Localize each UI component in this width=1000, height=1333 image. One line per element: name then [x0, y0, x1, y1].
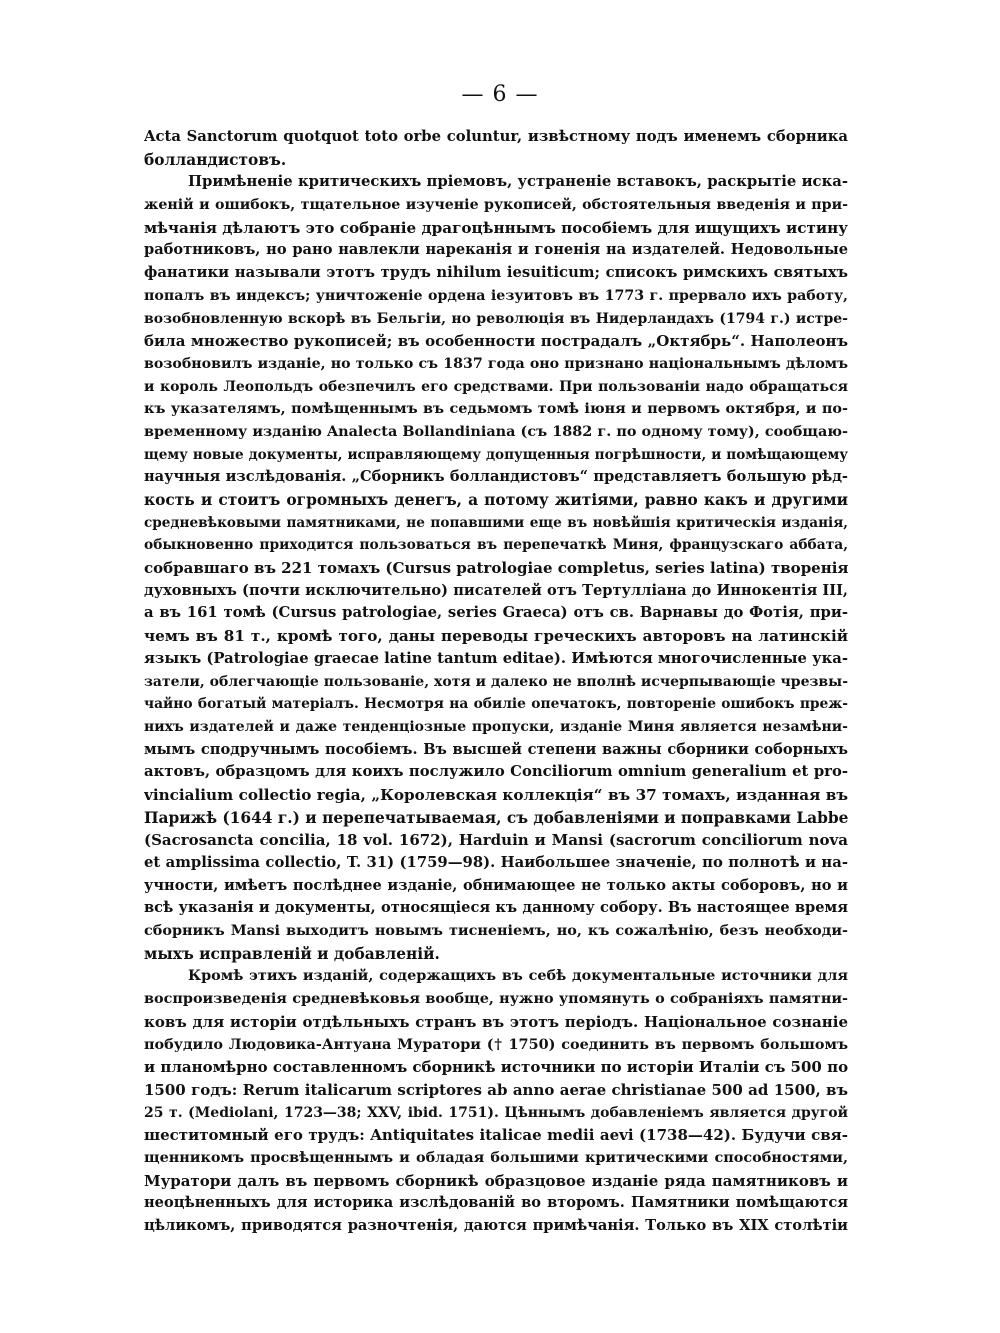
text-line: Кромѣ этихъ изданій, содержащихъ въ себѣ документальные источники для	[188, 967, 848, 985]
text-line: затели, облегчающіе пользованіе, хотя и далеко не вполнѣ исчерпывающіе чрезвы-	[144, 673, 848, 690]
text-line: работниковъ, но рано навлекли нареканія и гоненія на издателей. Недовольные	[144, 241, 848, 259]
text-line: воспроизведенія средневѣковья вообще, нужно упомянуть о собраніяхъ памятни-	[144, 990, 848, 1008]
text-line: Муратори далъ въ первомъ сборникѣ образцовое изданіе ряда памятниковъ и	[144, 1171, 848, 1190]
text-line: ковъ для исторіи отдѣльныхъ странъ въ этотъ періодъ. Національное сознаніе	[144, 1012, 848, 1031]
page-number: — 6 —	[461, 82, 539, 107]
text-line: et amplissima collectio, T. 31) (1759—98). Наибольшее значеніе, по полнотѣ и на-	[144, 854, 848, 871]
text-line: (Sacrosancta concilia, 18 vol. 1672), Harduin и Mansi (sacrorum conciliorum nova	[144, 831, 848, 850]
text-line: Acta Sanctorum quotquot toto orbe coluntur, извѣстному подъ именемъ сборника	[144, 128, 848, 145]
text-line: и планомѣрно составленномъ сборникѣ источники по исторіи Италіи съ 500 по	[144, 1058, 848, 1077]
text-line: языкъ (Patrologiae graecae latine tantum editae). Имѣются многочисленные ука-	[144, 649, 848, 667]
text-line: мѣчанія дѣлаютъ это собраніе драгоцѣннымъ пособіемъ для ищущихъ истину	[144, 218, 848, 237]
text-line: всѣ указанія и документы, относящіеся къ данному собору. Въ настоящее время	[144, 899, 848, 917]
text-line: Парижѣ (1644 г.) и перепечатываемая, съ добавленіями и поправками Labbe	[144, 808, 848, 827]
text-line: шеститомный его трудъ: Antiquitates italicae medii aevi (1738—42). Будучи свя-	[144, 1126, 848, 1145]
text-line: била множество рукописей; въ особенности пострадалъ „Октябрь“. Наполеонъ	[144, 332, 848, 351]
text-line: сборникъ Mansi выходитъ новымъ тисненіемъ, но, къ сожалѣнію, безъ необходи-	[144, 922, 848, 940]
text-line: попалъ въ индексъ; уничтоженіе ордена іезуитовъ въ 1773 г. прервало ихъ работу,	[144, 287, 848, 304]
text-line: къ указателямъ, помѣщеннымъ въ седьмомъ томѣ іюня и первомъ октября, и по-	[144, 400, 848, 418]
text-line: щему новые документы, исправляющему допущенныя погрѣшности, и помѣщающему	[144, 446, 848, 463]
text-line: возобновленную вскорѣ въ Бельгіи, но революція въ Нидерландахъ (1794 г.) истре-	[144, 310, 848, 327]
text-line: побудило Людовика-Антуана Муратори († 1750) соединить въ первомъ большомъ	[144, 1035, 848, 1053]
text-line: духовныхъ (почти исключительно) писателей отъ Тертулліана до Иннокентія III,	[144, 581, 848, 599]
text-line: мыхъ исправленій и добавленій.	[144, 944, 440, 963]
text-line: и король Леопольдъ обезпечилъ его средствами. При пользованіи надо обращаться	[144, 378, 848, 395]
text-line: обыкновенно приходится пользоваться въ перепечаткѣ Миня, французскаго аббата,	[144, 537, 848, 554]
text-line: учности, имѣетъ послѣднее изданіе, обнимающее не только акты соборовъ, но и	[144, 876, 848, 894]
text-line: Примѣненіе критическихъ пріемовъ, устраненіе вставокъ, раскрытіе иска-	[188, 173, 848, 191]
text-line: временному изданію Analecta Bollandiniana (съ 1882 г. по одному тому), сообщаю-	[144, 422, 848, 440]
text-line: актовъ, образцомъ для коихъ послужило Conciliorum omnium generalium et pro-	[144, 763, 848, 781]
text-line: 1500 годъ: Rerum italicarum scriptores ab anno aerae christianae 500 ad 1500, въ	[144, 1080, 848, 1099]
text-line: а въ 161 томѣ (Cursus patrologiae, series Graeca) отъ св. Варнавы до Фотія, при-	[144, 604, 848, 622]
text-line: чемъ въ 81 т., кромѣ того, даны переводы греческихъ авторовъ на латинскій	[144, 627, 848, 646]
text-line: 25 т. (Mediolani, 1723—38; XXV, ibid. 1751). Цѣннымъ добавленіемъ является другой	[144, 1104, 848, 1121]
text-line: болландистовъ.	[144, 150, 287, 169]
text-line: фанатики называли этотъ трудъ nihilum iesuiticum; списокъ римскихъ святыхъ	[144, 264, 848, 282]
text-line: щенникомъ просвѣщеннымъ и обладая большими критическими способностями,	[144, 1148, 848, 1166]
text-line: возобновилъ изданіе, но только съ 1837 года оно признано національнымъ дѣломъ	[144, 355, 848, 372]
text-line: нихъ издателей и даже тенденціозные пропуски, изданіе Миня является незамѣни-	[144, 718, 848, 735]
text-line: собравшаго въ 221 томахъ (Cursus patrologiae completus, series latina) творенія	[144, 559, 848, 578]
text-line: мымъ сподручнымъ пособіемъ. Въ высшей степени важны сборники соборныхъ	[144, 740, 848, 758]
text-line: чайно богатый матеріалъ. Несмотря на обиліе опечатокъ, повтореніе ошибокъ преж-	[144, 696, 848, 713]
text-line: кость и стоитъ огромныхъ денегъ, а потому житіями, равно какъ и другими	[144, 491, 848, 509]
text-line: цѣликомъ, приводятся разночтенія, даются примѣчанія. Только въ XIX столѣтіи	[144, 1217, 848, 1234]
text-line: неоцѣненныхъ для историка изслѣдованій во второмъ. Памятники помѣщаются	[144, 1194, 848, 1212]
text-line: vincialium collectio regia, „Королевская коллекція“ въ 37 томахъ, изданная въ	[144, 785, 848, 804]
text-line: женій и ошибокъ, тщательное изученіе рукописей, обстоятельныя введенія и при-	[144, 197, 848, 214]
body-text	[144, 126, 848, 1238]
text-line: научныя изслѣдованія. „Сборникъ болландистовъ“ представляетъ большую рѣд-	[144, 468, 848, 486]
text-line: средневѣковыми памятниками, не попавшими еще въ новѣйшія критическія изданія,	[144, 514, 848, 531]
